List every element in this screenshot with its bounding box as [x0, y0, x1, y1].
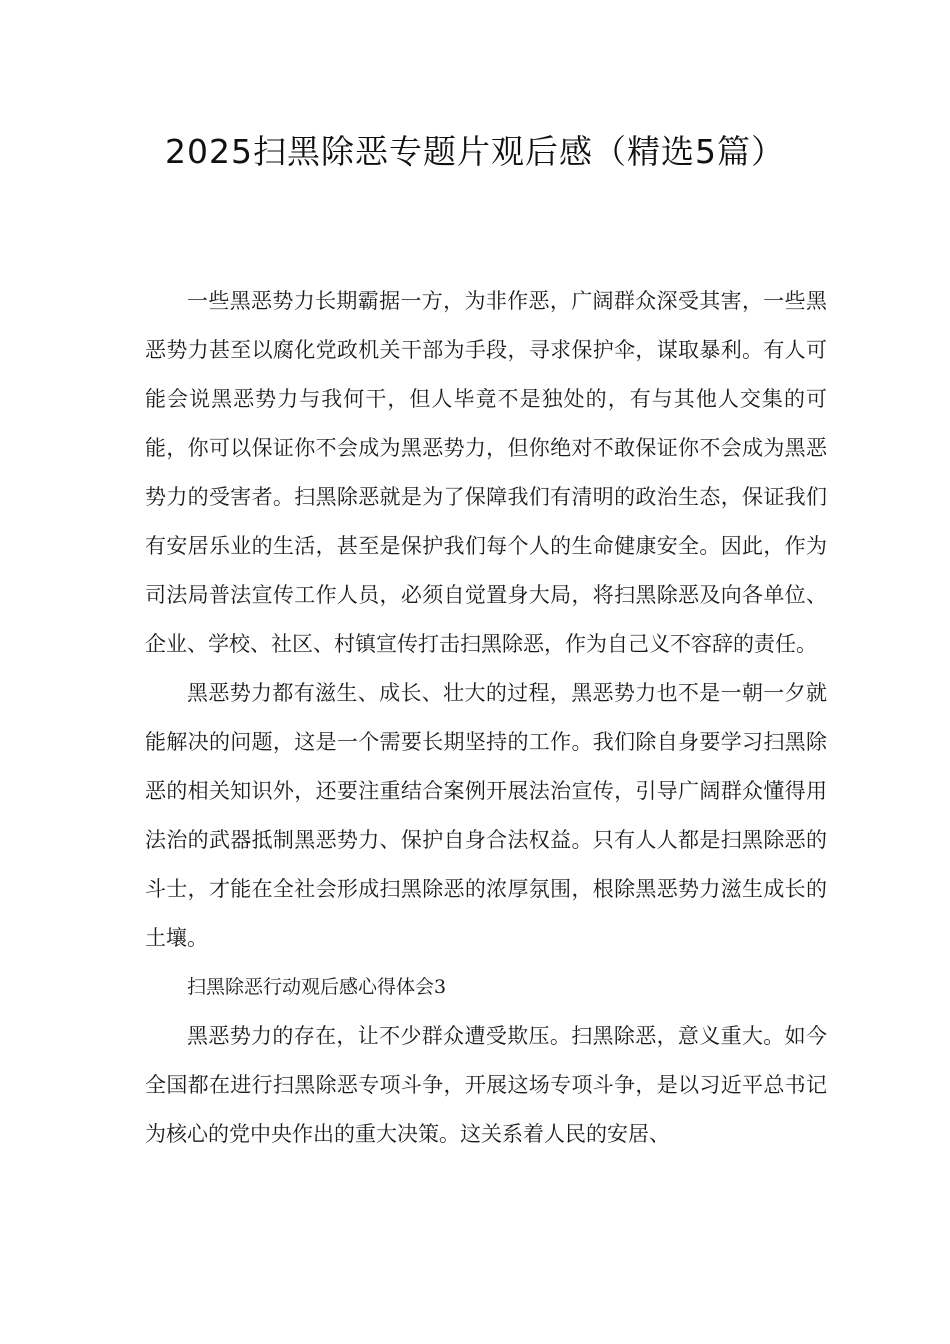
document-title: 2025扫黑除恶专题片观后感（精选5篇） [165, 132, 785, 171]
paragraph-1: 一些黑恶势力长期霸据一方，为非作恶，广阔群众深受其害，一些黑恶势力甚至以腐化党政机关干部为手段，寻求保护伞，谋取暴利。有人可能会说黑恶势力与我何干，但人毕竟不是独处的，有与其他人交集的可能，你可以保证你不会成为黑恶势力，但你绝对不敢保证你不会成为黑恶势力的受害者。扫黑除恶就是为了保障我们有清明的政治生态，保证我们有安居乐业的生活，甚至是保护我们每个人的生命健康安全。因此，作为司法局普法宣传工作人员，必须自觉置身大局，将扫黑除恶及向各单位、企业、学校、社区、村镇宣传打击扫黑除恶，作为自己义不容辞的责任。 [145, 289, 827, 656]
section-heading: 扫黑除恶行动观后感心得体会3 [187, 976, 447, 998]
paragraph-2: 黑恶势力都有滋生、成长、壮大的过程，黑恶势力也不是一朝一夕就能解决的问题，这是一个需要长期坚持的工作。我们除自身要学习扫黑除恶的相关知识外，还要注重结合案例开展法治宣传，引导广阔群众懂得用法治的武器抵制黑恶势力、保护自身合法权益。只有人人都是扫黑除恶的斗士，才能在全社会形成扫黑除恶的浓厚氛围，根除黑恶势力滋生成长的土壤。 [145, 681, 827, 950]
document-body [145, 277, 827, 1159]
paragraph-3: 黑恶势力的存在，让不少群众遭受欺压。扫黑除恶，意义重大。如今全国都在进行扫黑除恶专项斗争，开展这场专项斗争，是以习近平总书记为核心的党中央作出的重大决策。这关系着人民的安居、 [145, 1024, 827, 1146]
